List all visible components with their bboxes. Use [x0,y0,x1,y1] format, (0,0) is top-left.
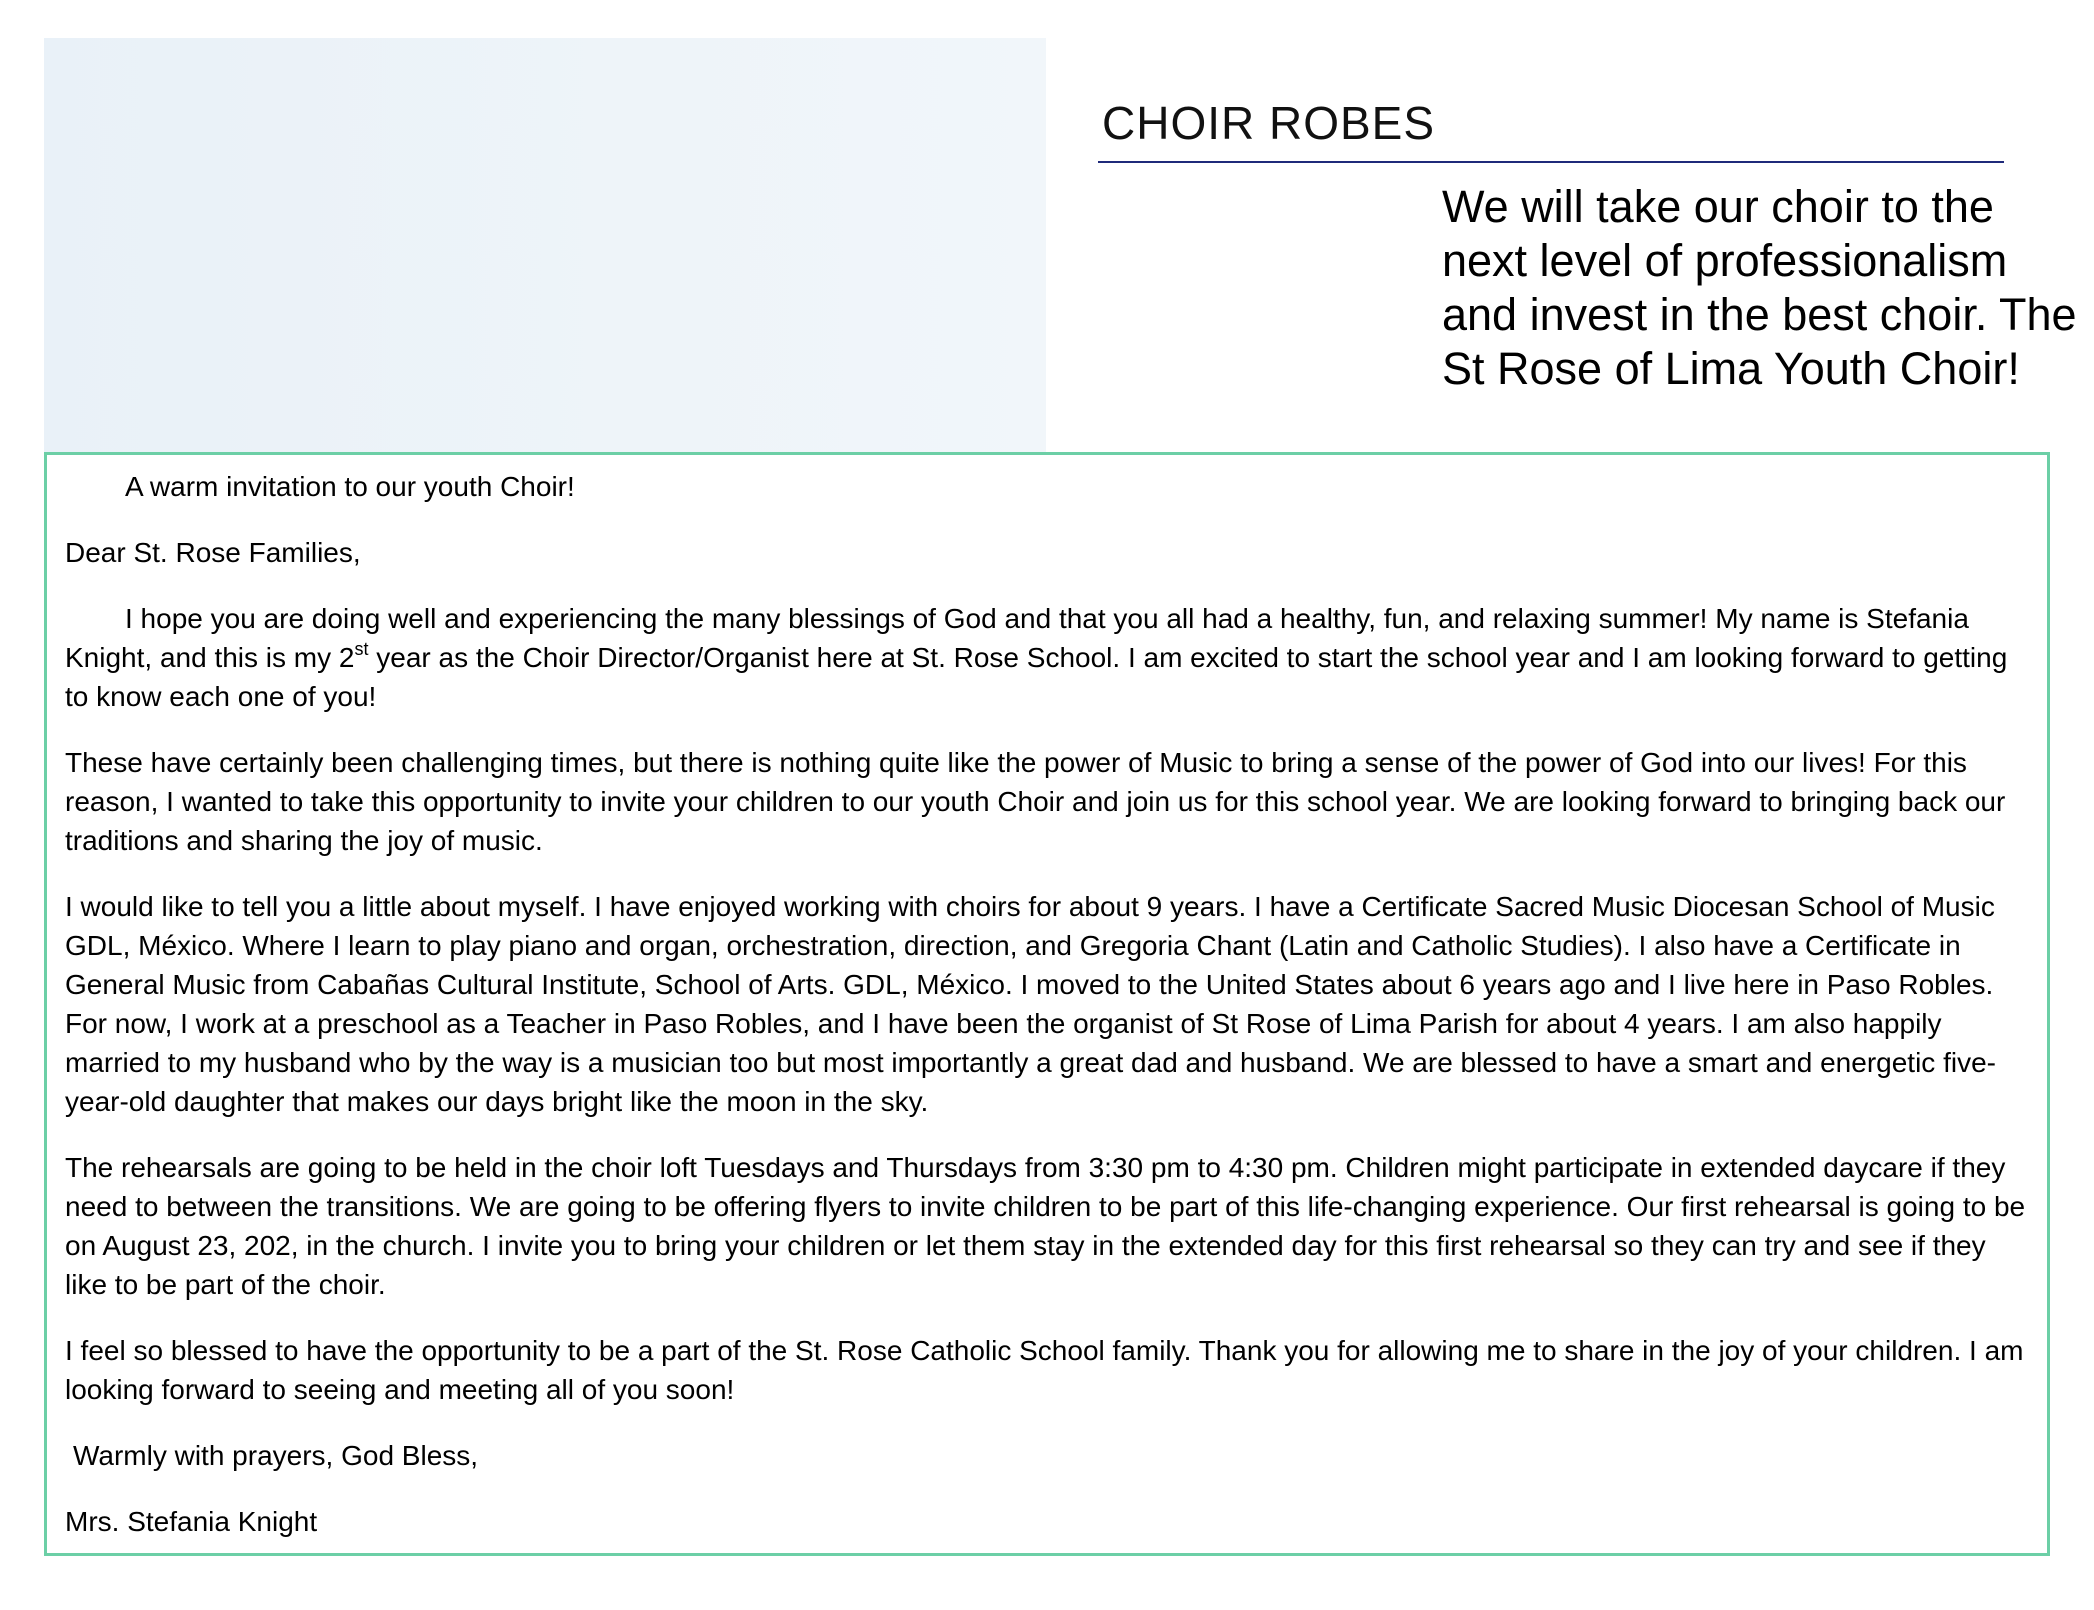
tagline: We will take our choir to the next level of professionalism and invest in the best choir. The St Rose of Lima Youth Choir! [1442,181,2077,394]
paragraph-challenging-times: These have certainly been challenging times, but there is nothing quite like the power of Music to bring a sense of the power of God into our lives! For this reason, I wanted to take this opportunity to invite your children to our youth Choir and join us for this school year. We are looking forward to bringing back our traditions and sharing the joy of music. [65,747,2006,856]
header-image-area [44,38,1046,452]
letter-box [44,452,2050,1556]
paragraph-intro [65,599,2029,716]
title-divider [1098,161,2004,163]
paragraph-rehearsals: The rehearsals are going to be held in the choir loft Tuesdays and Thursdays from 3:30 pm to 4:30 pm. Children might participate in extended daycare if they need to between the transitions. We are going to be offering flyers to invite children to be part of this life-changing experience. Our first rehearsal is going to be on August 23, 202, in the church. I invite you to bring your children or let them stay in the extended day for this first rehearsal so they can try and see if they like to be part of the choir. [65,1152,2026,1300]
invitation-line: A warm invitation to our youth Choir! [125,471,575,502]
paragraph-intro-text-a: I hope you are doing well and experiencing the many blessings of God and that you all had a healthy, fun, and relaxing summer! My name is Stefania Knight, and this is my 2 [65,603,1969,673]
signature: Mrs. Stefania Knight [65,1506,318,1537]
paragraph-thanks: I feel so blessed to have the opportunity to be a part of the St. Rose Catholic School family. Thank you for allowing me to share in the joy of your children. I am looking forward to seeing and meeting all of you soon! [65,1335,2024,1405]
closing: Warmly with prayers, God Bless, [73,1440,479,1471]
ordinal-suffix: st [354,639,369,659]
paragraph-intro-text-b: year as the Choir Director/Organist here at St. Rose School. I am excited to start the school year and I am looking forward to getting to know each one of you! [65,642,2008,712]
salutation: Dear St. Rose Families, [65,537,361,568]
section-title: CHOIR ROBES [1102,97,1436,149]
paragraph-about-me: I would like to tell you a little about myself. I have enjoyed working with choirs for about 9 years. I have a Certificate Sacred Music Diocesan School of Music GDL, México. Where I learn to play piano and organ, orchestration, direction, and Gregoria Chant (Latin and Catholic Studies). I also have a Certificate in General Music from Cabañas Cultural Institute, School of Arts. GDL, México. I moved to the United States about 6 years ago and I live here in Paso Robles. For now, I work at a preschool as a Teacher in Paso Robles, and I have been the organist of St Rose of Lima Parish for about 4 years. I am also happily married to my husband who by the way is a musician too but most importantly a great dad and husband. We are blessed to have a smart and energetic five-year-old daughter that makes our days bright like the moon in the sky. [65,891,1996,1117]
